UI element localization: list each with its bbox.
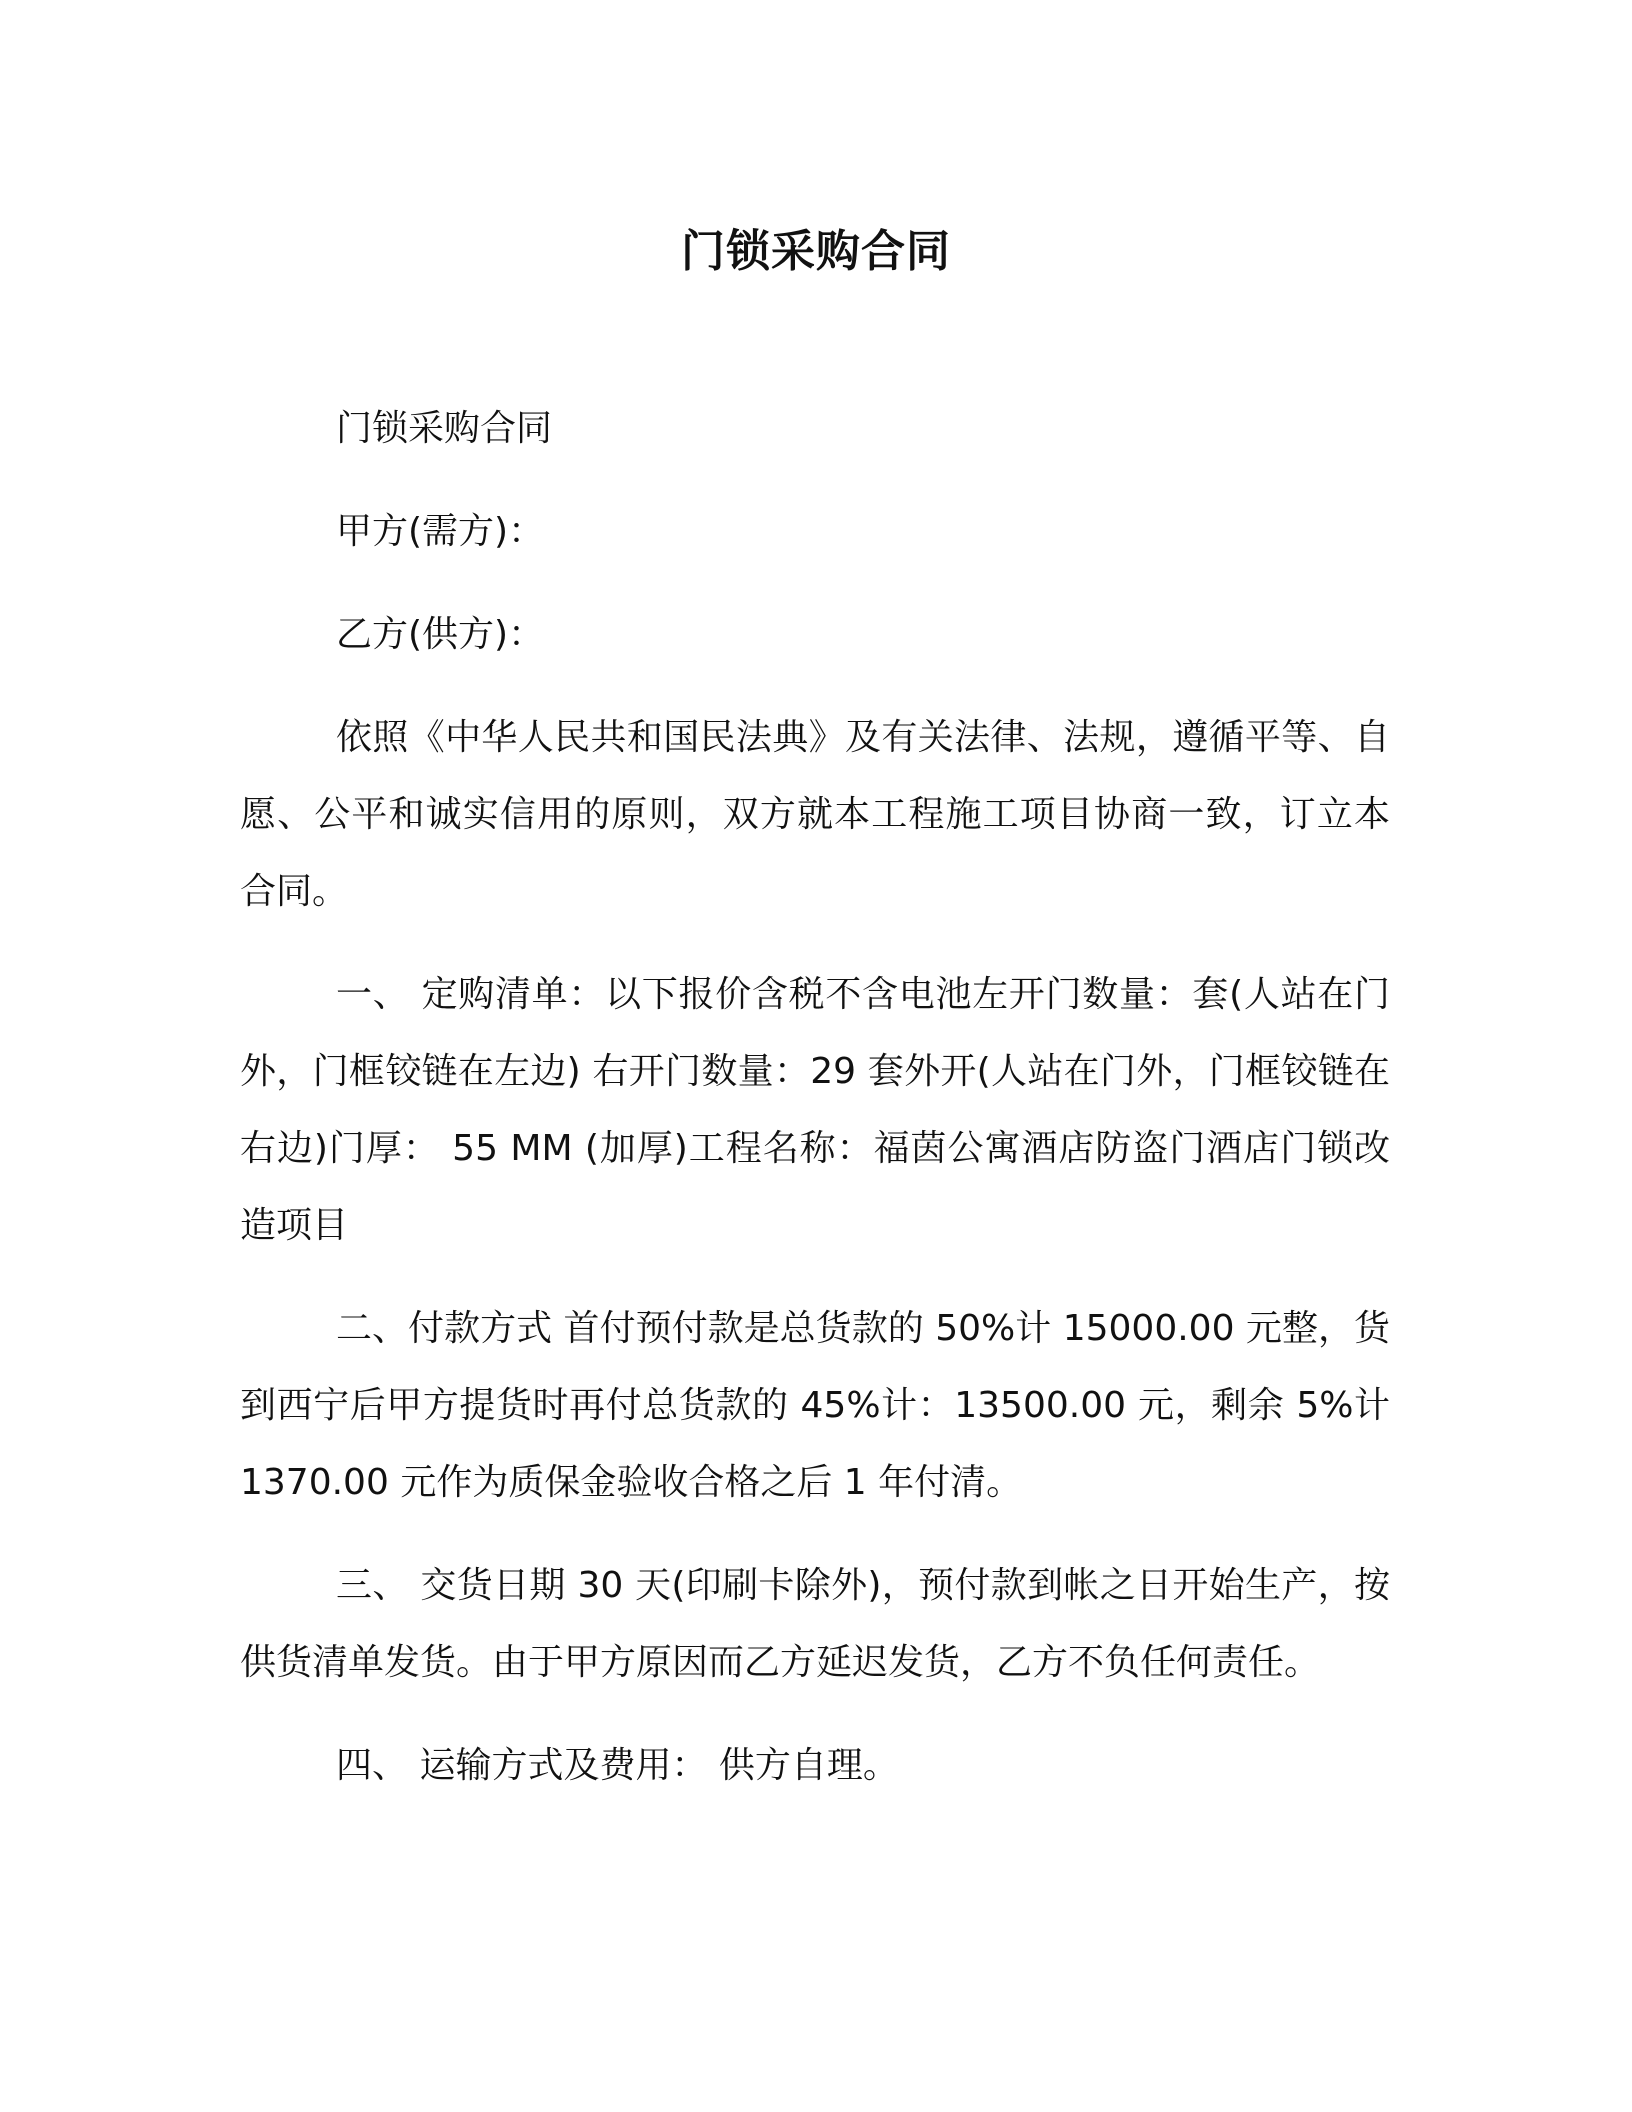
paragraph-heading: 门锁采购合同: [336, 408, 553, 449]
paragraph-party-a: 甲方(需方)：: [336, 511, 545, 552]
paragraph-transport: 四、 运输方式及费用： 供方自理。: [336, 1745, 899, 1786]
document-title: 门锁采购合同: [681, 226, 951, 277]
paragraph-payment: 二、付款方式 首付预付款是总货款的 50%计 15000.00 元整，货到西宁后甲方提货时再付总货款的 45%计：13500.00 元，剩余 5%计 1370.00 元作为质保金验收合格之后 1 年付清。: [240, 1308, 1390, 1503]
paragraph-preamble: 依照《中华人民共和国民法典》及有关法律、法规，遵循平等、自愿、公平和诚实信用的原则，双方就本工程施工项目协商一致，订立本合同。: [240, 717, 1390, 912]
paragraph-delivery: 三、 交货日期 30 天(印刷卡除外)，预付款到帐之日开始生产，按供货清单发货。由于甲方原因而乙方延迟发货，乙方不负任何责任。: [240, 1565, 1390, 1683]
document-body: [240, 390, 1390, 1830]
paragraph-order-list: 一、 定购清单：以下报价含税不含电池左开门数量：套(人站在门外，门框铰链在左边) 右开门数量：29 套外开(人站在门外，门框铰链在右边)门厚： 55 MM (加厚)工程名称：福茵公寓酒店防盗门酒店门锁改造项目: [240, 974, 1390, 1246]
paragraph-party-b: 乙方(供方)：: [336, 614, 545, 655]
